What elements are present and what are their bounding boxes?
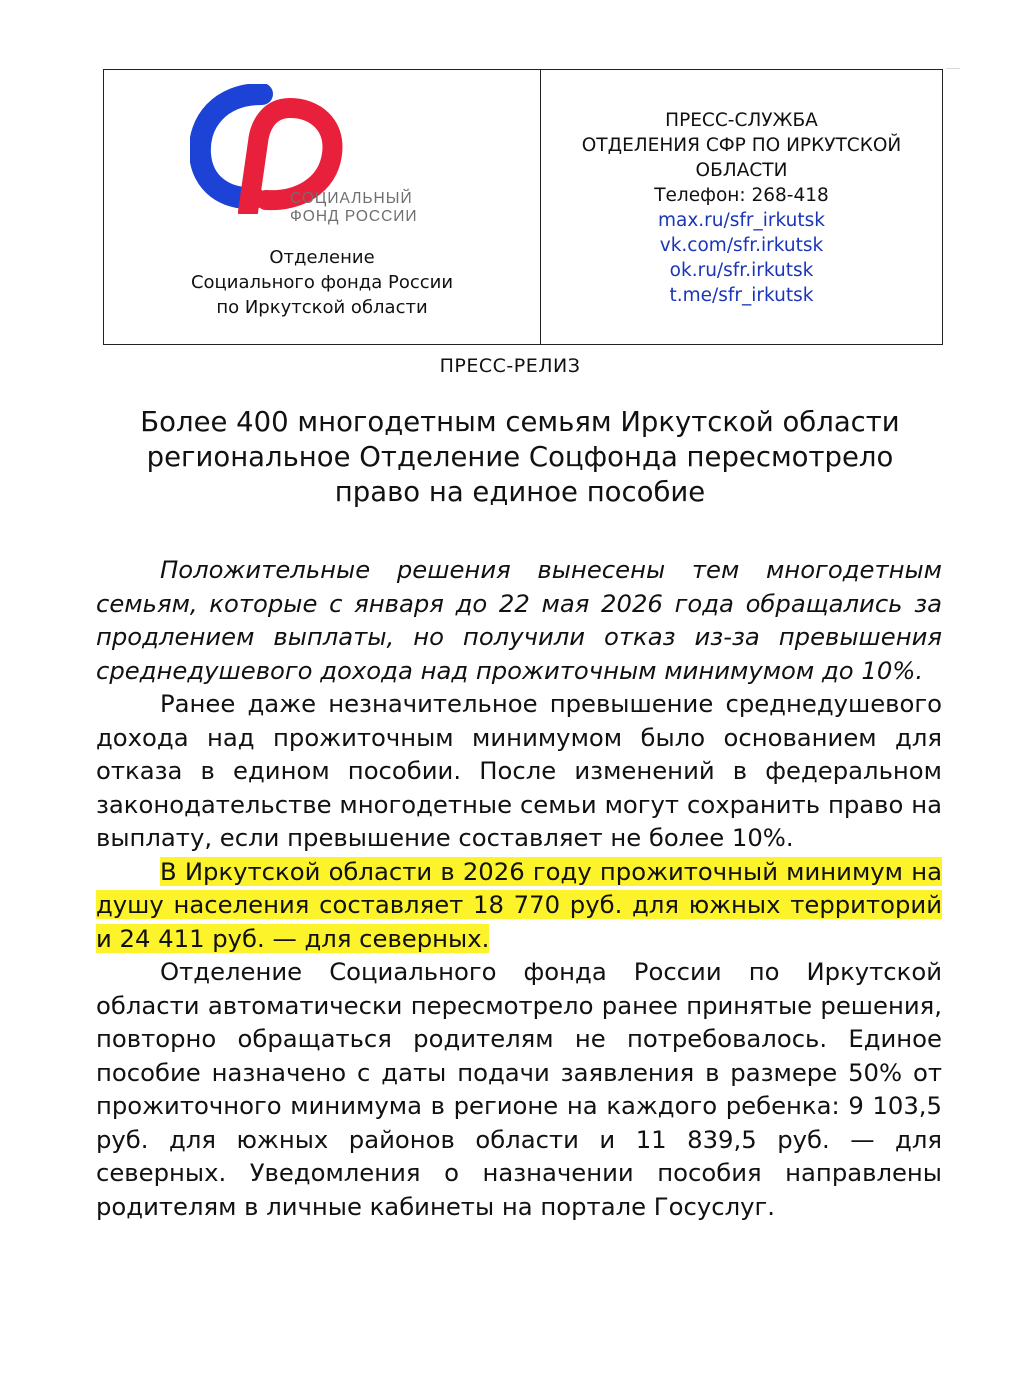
press-service-block bbox=[541, 108, 942, 308]
link-max[interactable]: max.ru/sfr_irkutsk bbox=[658, 210, 825, 231]
press-service-line-1: ПРЕСС-СЛУЖБА bbox=[665, 110, 818, 131]
phone-number: Телефон: 268-418 bbox=[654, 185, 829, 206]
link-vk[interactable]: vk.com/sfr.irkutsk bbox=[659, 235, 824, 256]
paragraph-2-highlighted bbox=[96, 855, 942, 956]
header-left-cell bbox=[104, 70, 541, 344]
paragraph-3: Отделение Социального фонда России по Иркутской области автоматически пересмотрело ранее принятые решения, повторно обращаться родителям не потребовалось. Единое пособие назначено с даты подачи заявления в размере 50% от прожиточного минимума в регионе на каждого ребенка: 9 103,5 руб. для южных районов области и 11 839,5 руб. — для северных. Уведомления о назначении пособия направлены родителям в личные кабинеты на портале Госуслуг. bbox=[96, 957, 942, 1221]
headline-line-1: Более 400 многодетным семьям Иркутской области bbox=[140, 406, 900, 438]
org-name-line-2: Социального фонда России bbox=[190, 272, 454, 293]
lead-paragraph: Положительные решения вынесены тем многодетным семьям, которые с января до 22 мая 2026 года обращались за продлением выплаты, но получили отказ из-за превышения среднедушевого дохода над прожиточным минимумом до 10%. bbox=[96, 555, 942, 685]
headline-line-3: право на единое пособие bbox=[334, 476, 706, 508]
org-name-line-3: по Иркутской области bbox=[216, 297, 428, 318]
page-edge-mark bbox=[946, 68, 960, 69]
article-body bbox=[96, 553, 942, 1223]
header-right-cell bbox=[541, 70, 942, 344]
headline bbox=[60, 405, 980, 510]
press-release-label: ПРЕСС-РЕЛИЗ bbox=[439, 355, 581, 377]
logo-line-1: СОЦИАЛЬНЫЙ bbox=[290, 190, 413, 207]
press-service-line-3: ОБЛАСТИ bbox=[695, 160, 788, 181]
link-telegram[interactable]: t.me/sfr_irkutsk bbox=[669, 285, 814, 306]
org-name bbox=[104, 245, 540, 320]
logo-line-2: ФОНД РОССИИ bbox=[290, 208, 418, 225]
link-ok[interactable]: ok.ru/sfr.irkutsk bbox=[669, 260, 814, 281]
org-name-line-1: Отделение bbox=[269, 247, 375, 268]
paragraph-1: Ранее даже незначительное превышение среднедушевого дохода над прожиточным минимумом было основанием для отказа в едином пособии. После изменений в федеральном законодательстве многодетные семьи могут сохранить право на выплату, если превышение составляет не более 10%. bbox=[96, 689, 942, 852]
highlighted-text: В Иркутской области в 2026 году прожиточный минимум на душу населения составляет 18 770 руб. для южных территорий и 24 411 руб. — для северных. bbox=[96, 856, 942, 953]
press-header-table bbox=[103, 69, 943, 345]
headline-line-2: региональное Отделение Соцфонда пересмотрело bbox=[146, 441, 894, 473]
press-service-line-2: ОТДЕЛЕНИЯ СФР ПО ИРКУТСКОЙ bbox=[581, 135, 902, 156]
logo-wordmark bbox=[290, 190, 418, 226]
